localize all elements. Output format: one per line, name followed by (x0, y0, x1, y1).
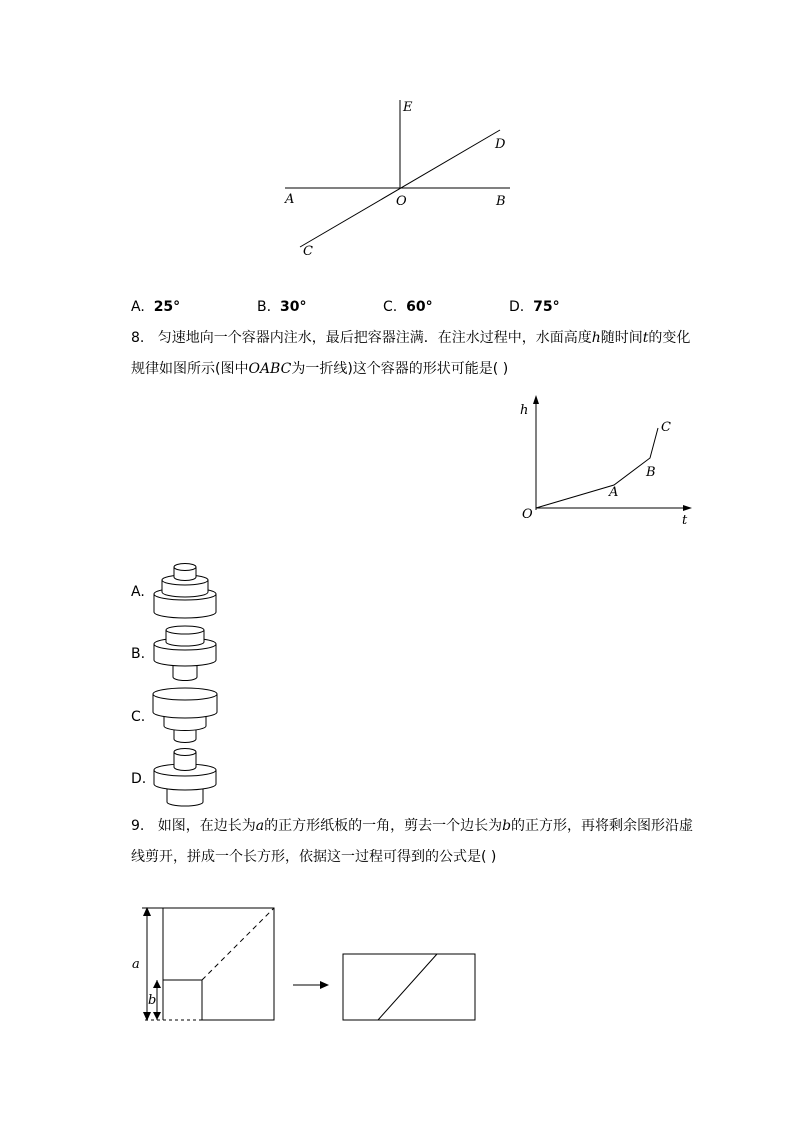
container-d-icon[interactable] (150, 746, 220, 808)
label-h: h (520, 403, 529, 418)
q9-stem-line1: 9. 如图，在边长为a的正方形纸板的一角，剪去一个边长为b的正方形，再将剩余图形沿虚 (131, 818, 694, 834)
label-a: A (285, 192, 295, 207)
label-o: O (522, 507, 533, 522)
result-rectangle (343, 954, 475, 1020)
label-a: a (132, 957, 140, 972)
angle-figure (270, 95, 530, 265)
q8-option-c-label[interactable]: C. (131, 709, 146, 725)
q7-option-d[interactable]: D. 75° (509, 299, 560, 315)
dimension-b-arrow-top (153, 980, 161, 988)
square-cut-figure (125, 898, 485, 1028)
label-b: B (496, 194, 506, 209)
q8-stem-line2: 规律如图所示(图中OABC为一折线)这个容器的形状可能是( ) (131, 361, 509, 377)
label-b: B (646, 465, 656, 480)
rectangle-cut-line (378, 954, 437, 1020)
container-a-icon[interactable] (150, 560, 220, 624)
label-b: b (148, 993, 157, 1008)
label-a: A (609, 485, 619, 500)
height-time-graph (510, 392, 700, 532)
label-t: t (682, 513, 688, 528)
q8-option-d-label[interactable]: D. (131, 771, 147, 787)
label-d: D (495, 137, 506, 152)
transform-arrow-head (320, 981, 329, 989)
dimension-a-arrow-bottom (143, 1012, 151, 1021)
x-axis-arrow (683, 505, 692, 511)
q9-number: 9. (131, 818, 145, 834)
q9-stem-line2: 线剪开，拼成一个长方形，依据这一过程可得到的公式是( ) (131, 849, 497, 865)
q7-option-a[interactable]: A. 25° (131, 299, 181, 315)
diagonal-cut-line (202, 908, 274, 980)
label-e: E (403, 100, 413, 115)
q8-option-b-label[interactable]: B. (131, 646, 146, 662)
graph-polyline-oabc (536, 428, 658, 508)
container-c-icon[interactable] (150, 686, 220, 746)
label-o: O (396, 194, 407, 209)
container-b-icon[interactable] (150, 624, 220, 684)
y-axis-arrow (533, 395, 539, 404)
label-c: C (661, 420, 671, 435)
label-c: C (303, 244, 313, 259)
q8-stem-line1: 8. 匀速地向一个容器内注水，最后把容器注满．在注水过程中，水面高度h随时间t的变化 (131, 330, 691, 346)
q7-option-c[interactable]: C. 60° (383, 299, 433, 315)
q8-option-a-label[interactable]: A. (131, 584, 145, 600)
q7-option-b[interactable]: B. 30° (257, 299, 307, 315)
q8-number: 8. (131, 330, 145, 346)
dimension-b-arrow-bottom (153, 1012, 161, 1020)
